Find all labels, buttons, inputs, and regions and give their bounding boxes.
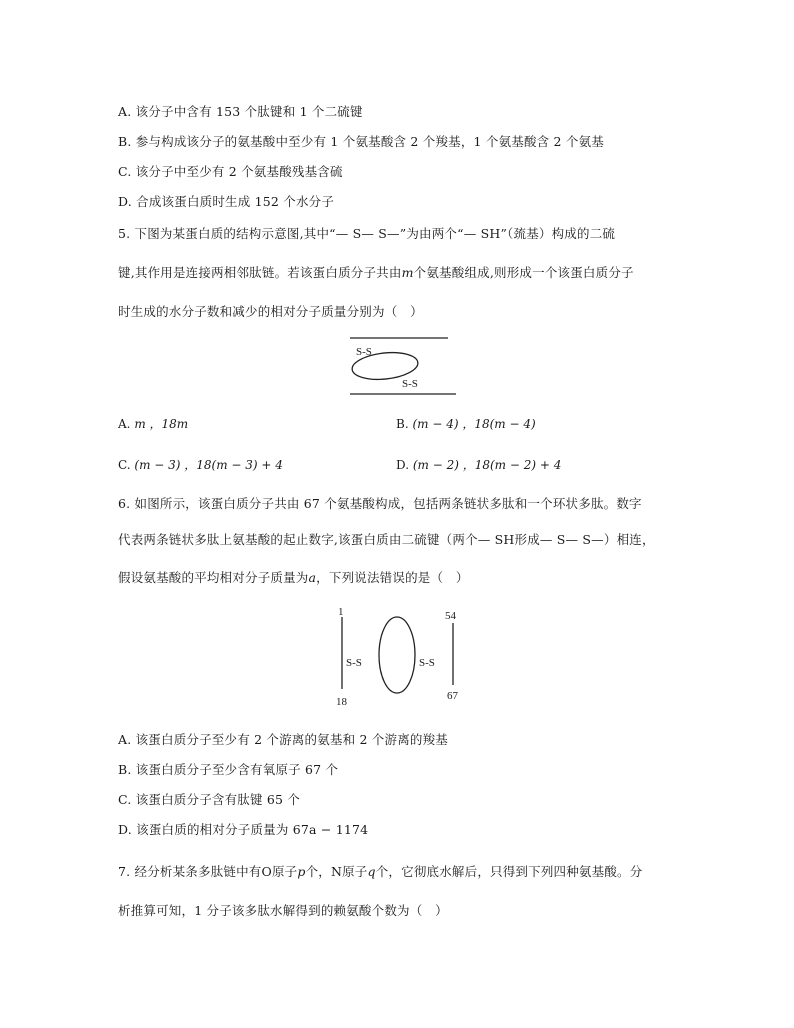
q5-option-d: D. (m − 2) ，18(m − 2) + 4 (396, 458, 562, 472)
q6-label-54: 54 (445, 610, 456, 622)
q5-stem-line2: 键,其作用是连接两相邻肽链。若该蛋白质分子共由m个氨基酸组成,则形成一个该蛋白质分子 (118, 265, 634, 280)
q6-option-a: A. 该蛋白质分子至少有 2 个游离的氨基和 2 个游离的羧基 (118, 732, 448, 747)
q4-option-c: C. 该分子中至少有 2 个氨基酸残基含硫 (118, 164, 343, 179)
q6-option-c: C. 该蛋白质分子含有肽键 65 个 (118, 792, 301, 807)
q6-option-d: D. 该蛋白质的相对分子质量为 67a − 1174 (118, 822, 369, 837)
q7-stem-line1: 7. 经分析某条多肽链中有O原子p个，N原子q个，它彻底水解后，只得到下列四种氨基酸。分 (118, 864, 643, 879)
q6-label-18: 18 (336, 696, 347, 708)
q6-stem-line3: 假设氨基酸的平均相对分子质量为a，下列说法错误的是（ ） (118, 570, 469, 585)
q4-option-d: D. 合成该蛋白质时生成 152 个水分子 (118, 194, 335, 209)
q6-label-1: 1 (338, 606, 344, 618)
q5-option-a: A. m ，18m (118, 417, 189, 431)
q5-stem-line1: 5. 下图为某蛋白质的结构示意图,其中“— S— S—”为由两个“— SH”（巯基）构成的二硫 (118, 226, 616, 241)
q5-option-c: C. (m − 3) ，18(m − 3) + 4 (118, 458, 283, 472)
q4-option-a: A. 该分子中含有 153 个肽键和 1 个二硫键 (118, 104, 363, 119)
q5-stem-line3: 时生成的水分子数和减少的相对分子质量分别为（ ） (118, 304, 423, 319)
q6-label-67: 67 (447, 690, 458, 702)
q6-ss-right: S-S (419, 657, 435, 669)
q5-protein-diagram (330, 330, 460, 402)
q6-cyclic-peptide (379, 617, 415, 693)
q7-stem-line2: 析推算可知，1 分子该多肽水解得到的赖氨酸个数为（ ） (118, 903, 448, 918)
q5-ss-top-label: S-S (356, 346, 372, 358)
q6-protein-diagram (330, 603, 470, 715)
q5-ss-bottom-label: S-S (402, 378, 418, 390)
q6-option-b: B. 该蛋白质分子至少含有氧原子 67 个 (118, 762, 339, 777)
q4-option-b: B. 参与构成该分子的氨基酸中至少有 1 个氨基酸含 2 个羧基，1 个氨基酸含 2 个氨基 (118, 134, 604, 149)
q6-stem-line1: 6. 如图所示，该蛋白质分子共由 67 个氨基酸构成，包括两条链状多肽和一个环状多肽。数字 (118, 496, 642, 511)
q5-option-b: B. (m − 4) ，18(m − 4) (396, 417, 536, 431)
q6-ss-left: S-S (346, 657, 362, 669)
q6-stem-line2: 代表两条链状多肽上氨基酸的起止数字,该蛋白质由二硫键（两个— SH形成— S— S—）相连， (118, 532, 655, 547)
